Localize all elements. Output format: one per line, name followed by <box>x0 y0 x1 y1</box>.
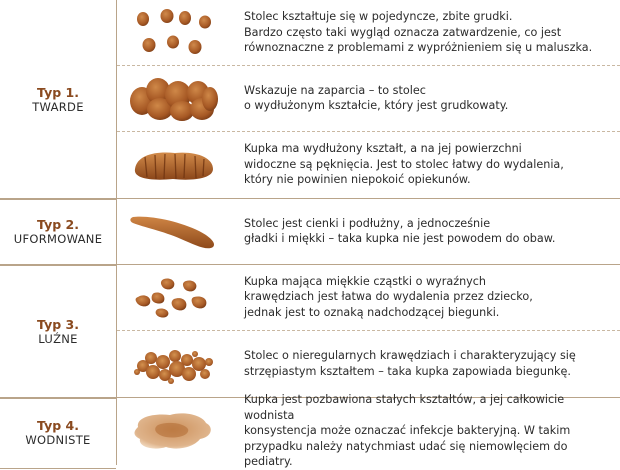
stool-lumpy-icon <box>117 65 230 131</box>
row-description: Kupka ma wydłużony kształt, a na jej powierzchni widoczne są pęknięcia. Jest to stolec łatwy do wydalenia, który nie powinien niepokoić opiekunów. <box>244 142 564 187</box>
type-number: Typ 4. <box>37 418 79 433</box>
stool-soft-blobs-icon <box>117 264 230 330</box>
type-4-label <box>0 397 116 469</box>
type-3-label <box>0 264 116 399</box>
row-description: Stolec kształtuje się w pojedyncze, zbite grudki. Bardzo często taki wygląd oznacza zatwardzenie, co jest równoznaczne z problemami z wypróżnieniem się u maluszka. <box>244 10 593 55</box>
type-2-label <box>0 198 116 266</box>
type-number: Typ 3. <box>37 316 79 332</box>
row-description: Kupka mająca miękkie cząstki o wyraźnych krawędziach jest łatwa do wydalenia przez dziecko, jednak jest to oznaką nadchodzącej biegunki. <box>244 274 533 319</box>
stool-row <box>117 131 620 198</box>
stool-row <box>117 65 620 131</box>
row-description: Kupka jest pozbawiona stałych kształtów, a jej całkowicie wodnista konsystencja może oznaczać infekcje bakteryjną. W takim przypadku należy natychmiast udać się niemowlęciem do pediatry. <box>244 393 571 469</box>
type-name: TWARDE <box>32 99 84 114</box>
type-number: Typ 2. <box>37 217 79 232</box>
type-name: UFORMOWANE <box>13 232 103 246</box>
stool-pellets-icon <box>117 0 230 65</box>
stool-watery-icon <box>117 397 230 465</box>
type-name: LUŹNE <box>38 331 78 346</box>
row-description: Wskazuje na zaparcia – to stolec o wydłużonym kształcie, który jest grudkowaty. <box>244 83 509 112</box>
stool-row <box>117 0 620 65</box>
stool-row <box>117 330 620 397</box>
row-description: Stolec o nieregularnych krawędziach i charakteryzujący się strzępiastym kształtem – taka kupka zapowiada biegunkę. <box>244 349 576 378</box>
stool-cracked-icon <box>117 131 230 198</box>
stool-smooth-icon <box>117 198 230 264</box>
type-1-label <box>0 0 116 200</box>
stool-mushy-icon <box>117 330 230 397</box>
type-number: Typ 1. <box>37 84 79 100</box>
type-name: WODNISTE <box>25 433 91 447</box>
stool-row <box>117 264 620 330</box>
row-description: Stolec jest cienki i podłużny, a jednocześnie gładki i miękki – taka kupka nie jest powodem do obaw. <box>244 216 556 245</box>
stool-row <box>117 198 620 264</box>
stool-row <box>117 393 620 469</box>
